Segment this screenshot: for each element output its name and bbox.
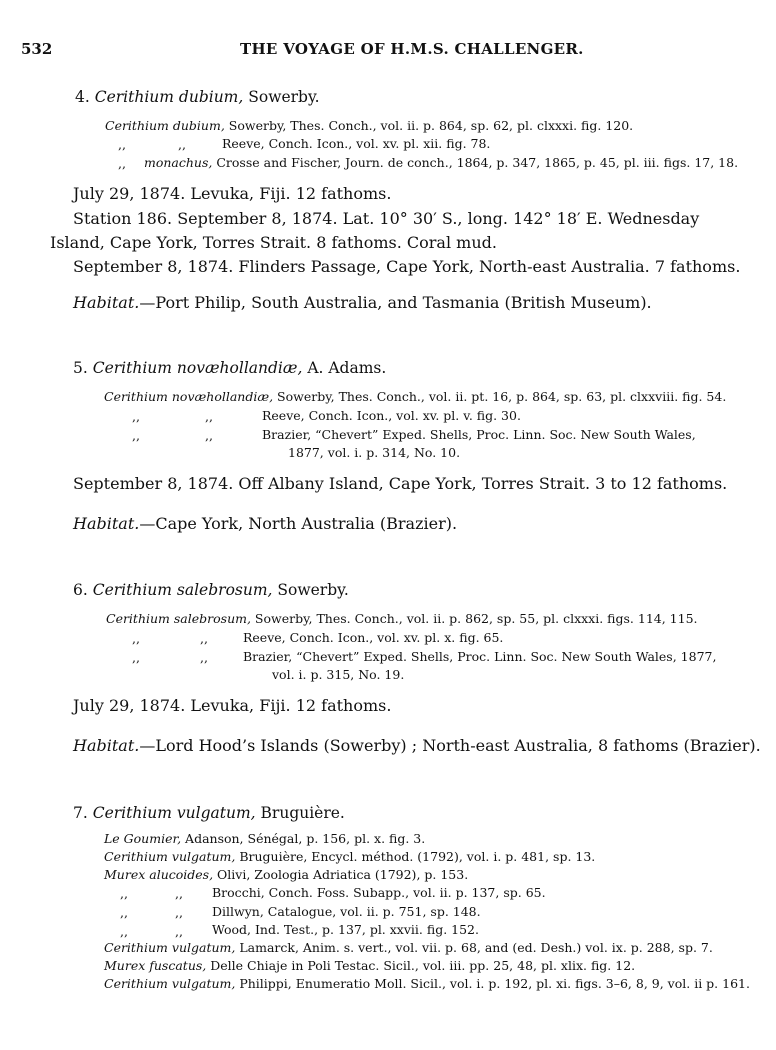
- species-heading-5: [73, 359, 386, 377]
- habitat: Habitat.—Lord Hood’s Islands (Sowerby) ; North-east Australia, 8 fathoms (Brazier).: [73, 736, 761, 755]
- ditto-mark: ,,: [132, 631, 140, 646]
- station-record: Island, Cape York, Torres Strait. 8 fathoms. Coral mud.: [50, 233, 497, 252]
- station-record: September 8, 1874. Flinders Passage, Cape York, North-east Australia. 7 fathoms.: [73, 257, 741, 276]
- synonym-line: Cerithium vulgatum, Bruguière, Encycl. méthod. (1792), vol. i. p. 481, sp. 13.: [104, 849, 596, 864]
- page-number: 532: [21, 40, 53, 58]
- ditto-mark: ,,: [118, 156, 126, 171]
- synonym-line: Le Goumier, Adanson, Sénégal, p. 156, pl. x. fig. 3.: [104, 831, 426, 846]
- station-record: July 29, 1874. Levuka, Fiji. 12 fathoms.: [73, 696, 392, 715]
- species-author: A. Adams.: [302, 359, 387, 377]
- ditto-mark: ,,: [200, 650, 208, 665]
- species-author: Sowerby.: [272, 581, 349, 599]
- ditto-mark: ,,: [132, 650, 140, 665]
- species-name: Cerithium dubium,: [94, 88, 244, 106]
- habitat: Habitat.—Port Philip, South Australia, and Tasmania (British Museum).: [73, 293, 652, 312]
- synonym-line: Wood, Ind. Test., p. 137, pl. xxvii. fig. 152.: [212, 922, 479, 937]
- synonym-line: monachus, Crosse and Fischer, Journ. de conch., 1864, p. 347, 1865, p. 45, pl. iii. figs. 17, 18.: [144, 155, 739, 170]
- synonym-line: Cerithium salebrosum, Sowerby, Thes. Conch., vol. ii. p. 862, sp. 55, pl. clxxxi. figs. 114, 115.: [106, 611, 698, 626]
- species-author: Bruguière.: [255, 804, 345, 822]
- species-heading-6: [73, 581, 349, 599]
- habitat: Habitat.—Cape York, North Australia (Brazier).: [73, 514, 458, 533]
- synonym-line: Brocchi, Conch. Foss. Subapp., vol. ii. p. 137, sp. 65.: [212, 885, 546, 900]
- ditto-mark: ,,: [178, 137, 186, 152]
- synonym-line: Murex fuscatus, Delle Chiaje in Poli Testac. Sicil., vol. iii. pp. 25, 48, pl. xlix. fig. 12.: [104, 958, 636, 973]
- ditto-mark: ,,: [132, 428, 140, 443]
- synonym-line: Brazier, “Chevert” Exped. Shells, Proc. Linn. Soc. New South Wales,: [262, 427, 696, 442]
- species-author: Sowerby.: [243, 88, 320, 106]
- synonym-line: Murex alucoides, Olivi, Zoologia Adriatica (1792), p. 153.: [104, 867, 469, 882]
- station-record: July 29, 1874. Levuka, Fiji. 12 fathoms.: [73, 184, 392, 203]
- ditto-mark: ,,: [175, 905, 183, 920]
- species-heading-7: [73, 804, 345, 822]
- ditto-mark: ,,: [175, 886, 183, 901]
- ditto-mark: ,,: [175, 924, 183, 939]
- synonym-line: Brazier, “Chevert” Exped. Shells, Proc. Linn. Soc. New South Wales, 1877,: [243, 649, 717, 664]
- synonym-line: Cerithium dubium, Sowerby, Thes. Conch., vol. ii. p. 864, sp. 62, pl. clxxxi. fig. 120.: [105, 118, 634, 133]
- ditto-mark: ,,: [120, 886, 128, 901]
- species-number: 7.: [73, 804, 88, 822]
- species-number: 4.: [75, 88, 90, 106]
- synonym-line: 1877, vol. i. p. 314, No. 10.: [288, 445, 461, 460]
- ditto-mark: ,,: [200, 631, 208, 646]
- ditto-mark: ,,: [205, 428, 213, 443]
- ditto-mark: ,,: [205, 409, 213, 424]
- ditto-mark: ,,: [120, 924, 128, 939]
- synonym-line: vol. i. p. 315, No. 19.: [272, 667, 405, 682]
- running-title: THE VOYAGE OF H.M.S. CHALLENGER.: [240, 40, 584, 58]
- species-name: Cerithium novæhollandiæ,: [92, 359, 303, 377]
- synonym-line: Reeve, Conch. Icon., vol. xv. pl. v. fig. 30.: [262, 408, 521, 423]
- ditto-mark: ,,: [132, 409, 140, 424]
- station-record: Station 186. September 8, 1874. Lat. 10° 30′ S., long. 142° 18′ E. Wednesday: [73, 209, 700, 228]
- ditto-mark: ,,: [120, 905, 128, 920]
- species-name: Cerithium vulgatum,: [92, 804, 256, 822]
- species-heading-4: [75, 88, 320, 106]
- synonym-line: Dillwyn, Catalogue, vol. ii. p. 751, sp. 148.: [212, 904, 481, 919]
- synonym-line: Cerithium vulgatum, Philippi, Enumeratio Moll. Sicil., vol. i. p. 192, pl. xi. figs. 3–6, 8, 9, vol. ii p. 161.: [104, 976, 750, 991]
- station-record: September 8, 1874. Off Albany Island, Cape York, Torres Strait. 3 to 12 fathoms.: [73, 474, 728, 493]
- species-name: Cerithium salebrosum,: [92, 581, 273, 599]
- synonym-line: Reeve, Conch. Icon., vol. xv. pl. x. fig. 65.: [243, 630, 504, 645]
- synonym-line: Cerithium novæhollandiæ, Sowerby, Thes. Conch., vol. ii. pt. 16, p. 864, sp. 63, pl. clxxviii. fig. 54.: [104, 389, 727, 404]
- synonym-line: Reeve, Conch. Icon., vol. xv. pl. xii. fig. 78.: [222, 136, 491, 151]
- ditto-mark: ,,: [118, 137, 126, 152]
- species-number: 5.: [73, 359, 88, 377]
- synonym-line: Cerithium vulgatum, Lamarck, Anim. s. vert., vol. vii. p. 68, and (ed. Desh.) vol. ix. p. 288, sp. 7.: [104, 940, 713, 955]
- species-number: 6.: [73, 581, 88, 599]
